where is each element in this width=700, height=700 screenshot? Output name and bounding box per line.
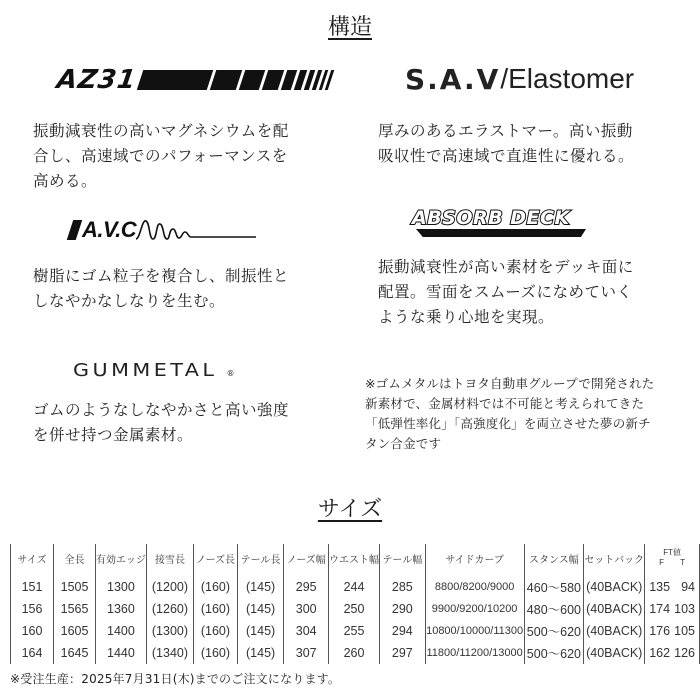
desc-line: しなやかなしなりを生む。 [33,292,226,310]
cell: 255 [329,620,380,642]
cell: (1200) [146,572,193,598]
note-line: ※ゴムメタルはトヨタ自動車グループで開発された [365,376,655,391]
vibration-wave-icon [136,217,256,243]
cell: (145) [237,572,284,598]
cell: (1300) [146,620,193,642]
cell: (40BACK) [584,620,645,642]
cell: 1440 [96,642,147,664]
cell: 8800/8200/9000 [425,572,524,598]
ft-t: 103 [674,602,695,616]
cell: (40BACK) [584,598,645,620]
cell: 300 [284,598,329,620]
cell: 295 [284,572,329,598]
ft-t: 105 [674,624,695,638]
cell: 9900/9200/10200 [425,598,524,620]
cell: 480～600 [524,598,584,620]
cell: (145) [237,620,284,642]
deck-shape-icon [416,229,586,237]
cell: 1360 [96,598,147,620]
col-setback: セットバック [584,544,645,572]
note-line: タン合金です [365,436,442,451]
gummetal-description [33,398,333,448]
ft-t-label: T [680,558,686,567]
col-waist-width: ウエスト幅 [329,544,380,572]
col-sidecut: サイドカーブ [425,544,524,572]
desc-line: ゴムのようなしなやかさと高い強度 [33,401,290,419]
cell: (145) [237,598,284,620]
cell: (160) [194,572,238,598]
cell: (1340) [146,642,193,664]
ft-f: 174 [649,602,671,616]
cell: 500～620 [524,642,584,664]
az31-logo [54,65,334,95]
cell: 164 [11,642,54,664]
col-stance-width: スタンス幅 [524,544,584,572]
cell: 1400 [96,620,147,642]
cell: 156 [11,598,54,620]
desc-line: 厚みのあるエラストマー。高い振動 [378,122,633,140]
col-contact-length: 接雪長 [146,544,193,572]
avc-logo-text: A.V.C [82,217,137,242]
az31-logo-text: AZ31 [54,65,139,95]
avc-description [33,264,333,314]
cell: 1300 [96,572,147,598]
table-header-row [11,544,700,572]
table-row [11,598,700,620]
cell: 10800/10000/11300 [425,620,524,642]
desc-line: 樹脂にゴム粒子を複合し、制振性と [33,267,290,285]
cell: (160) [194,642,238,664]
ft-label: FT値 [663,548,681,557]
cell: (160) [194,598,238,620]
cell: 307 [284,642,329,664]
absorb-deck-description [378,255,678,330]
cell: 304 [284,620,329,642]
absorb-deck-logo [408,205,593,245]
desc-line: 高める。 [33,172,98,190]
gummetal-logo-text: GUMMETAL [73,359,218,381]
az31-description [33,119,333,194]
col-tail-width: テール幅 [380,544,426,572]
desc-line: 配置。雪面をスムーズになめていく [378,283,633,301]
structure-heading: 構造 [327,15,372,40]
ft-f: 162 [649,646,671,660]
size-heading: サイズ [317,497,383,522]
cell: 244 [329,572,380,598]
table-row [11,642,700,664]
absorb-deck-logo-text: ABSORB DECK [412,207,570,229]
sav-elastomer-logo [405,62,634,96]
desc-line: 合し、高速域でのパフォーマンスを [33,147,288,165]
col-tail-length: テール長 [237,544,284,572]
ft-t: 94 [681,580,695,594]
desc-line: 振動減衰性が高い素材をデッキ面に [378,258,634,276]
cell: 1565 [54,598,96,620]
col-nose-width: ノーズ幅 [284,544,329,572]
cell: 460～580 [524,572,584,598]
ft-t: 126 [674,646,695,660]
cell: (145) [237,642,284,664]
table-row [11,572,700,598]
cell: 250 [329,598,380,620]
col-effective-edge: 有効エッジ [96,544,147,572]
sav-logo-bold: S.A.V [405,62,501,96]
ft-f: 176 [649,624,671,638]
col-size: サイズ [11,544,54,572]
avc-logo [70,214,256,246]
cell: (40BACK) [584,642,645,664]
cell: 160 [11,620,54,642]
cell: 260 [329,642,380,664]
cell: 11800/11200/13000 [425,642,524,664]
gummetal-logo [73,358,235,382]
note-line: 新素材で、金属材料では不可能と考えられてきた [365,396,645,411]
cell: (40BACK) [584,572,645,598]
cell: 290 [380,598,426,620]
cell: 285 [380,572,426,598]
registered-mark-icon: ® [226,368,235,378]
avc-slash-icon [67,220,82,240]
ft-f-label: F [659,558,664,567]
order-deadline-footnote: ※受注生産：2025年7月31日(木)までのご注文になります。 [10,672,341,686]
size-table [10,544,700,664]
desc-line: ような乗り心地を実現。 [378,308,555,326]
desc-line: 吸収性で高速域で直進性に優れる。 [378,147,635,165]
cell: 500～620 [524,620,584,642]
gummetal-note [365,374,695,454]
table-row [11,620,700,642]
az31-stripes-icon [137,70,337,90]
sav-description [378,119,678,169]
cell-ft [645,598,700,620]
cell-ft [645,642,700,664]
cell: 1605 [54,620,96,642]
cell: (160) [194,620,238,642]
desc-line: 振動減衰性の高いマグネシウムを配 [33,122,289,140]
cell: 294 [380,620,426,642]
cell: (1260) [146,598,193,620]
ft-f: 135 [649,580,671,594]
note-line: 「低弾性率化」「高強度化」を両立させた夢の新チ [365,416,651,431]
cell: 1645 [54,642,96,664]
cell: 151 [11,572,54,598]
col-nose-length: ノーズ長 [194,544,238,572]
cell: 297 [380,642,426,664]
desc-line: を併せ持つ金属素材。 [33,426,194,444]
cell-ft [645,572,700,598]
cell: 1505 [54,572,96,598]
cell-ft [645,620,700,642]
sav-logo-light: /Elastomer [500,63,635,94]
col-ft-value [645,544,700,572]
col-total-length: 全長 [54,544,96,572]
